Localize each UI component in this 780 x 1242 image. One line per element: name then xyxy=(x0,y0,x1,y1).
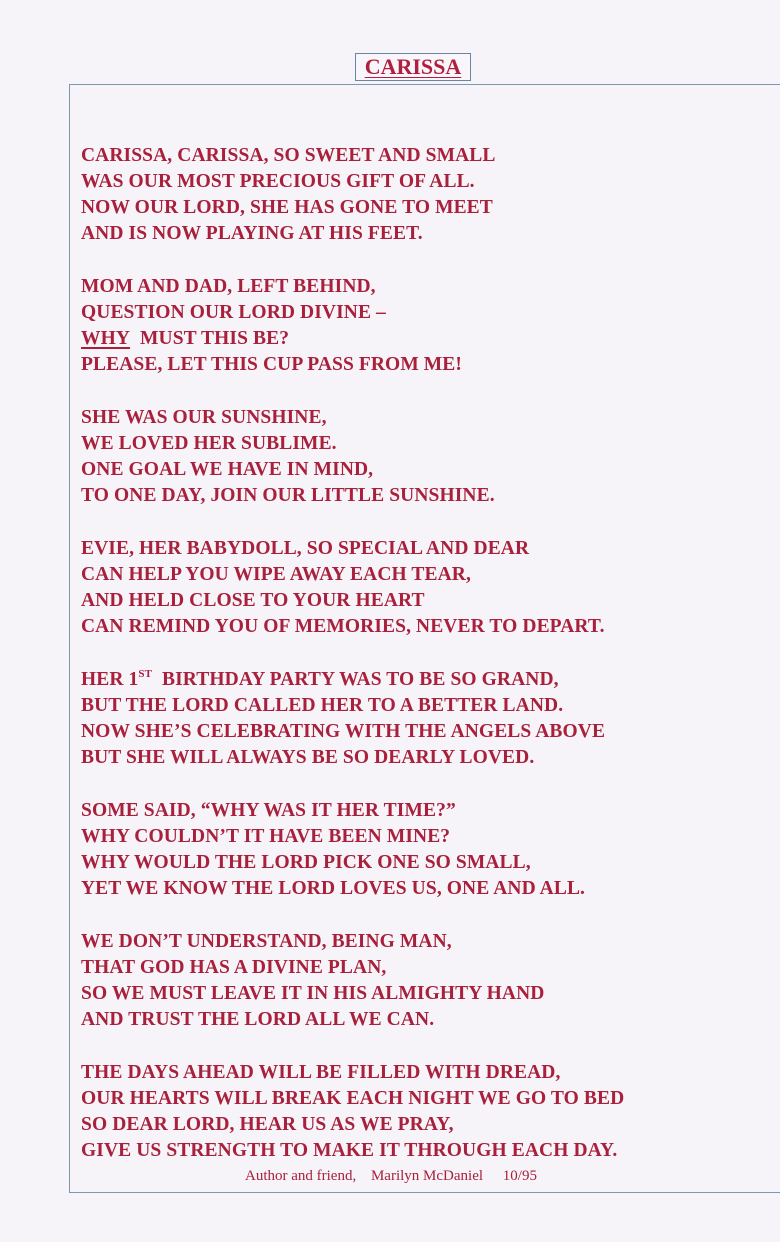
poem-line: AND TRUST THE LORD ALL WE CAN. xyxy=(81,1009,435,1030)
poem-line xyxy=(81,326,761,352)
poem-line xyxy=(81,667,761,693)
poem-line: AND HELD CLOSE TO YOUR HEART xyxy=(81,590,425,611)
poem-line: YET WE KNOW THE LORD LOVES US, ONE AND ALL. xyxy=(81,878,586,899)
poem-line: TO ONE DAY, JOIN OUR LITTLE SUNSHINE. xyxy=(81,485,495,506)
poem-line: WAS OUR MOST PRECIOUS GIFT OF ALL. xyxy=(81,171,475,192)
stanza-1 xyxy=(81,143,761,247)
credit-label: Author and friend, xyxy=(245,1168,357,1184)
poem-line: SO DEAR LORD, HEAR US AS WE PRAY, xyxy=(81,1114,454,1135)
poem-line: WE DON’T UNDERSTAND, BEING MAN, xyxy=(81,931,452,952)
poem-line: CARISSA, CARISSA, SO SWEET AND SMALL xyxy=(81,145,496,166)
poem-line: GIVE US STRENGTH TO MAKE IT THROUGH EACH DAY. xyxy=(81,1140,618,1161)
stanza-6 xyxy=(81,798,761,902)
poem-line: CAN REMIND YOU OF MEMORIES, NEVER TO DEPART. xyxy=(81,616,605,637)
ordinal-suffix: ST xyxy=(138,668,153,680)
title-box xyxy=(355,53,471,81)
poem-title: CARISSA xyxy=(364,54,462,79)
poem-line: WE LOVED HER SUBLIME. xyxy=(81,433,337,454)
poem-line: NOW OUR LORD, SHE HAS GONE TO MEET xyxy=(81,197,493,218)
stanza-2 xyxy=(81,274,761,378)
poem-line: BUT THE LORD CALLED HER TO A BETTER LAND. xyxy=(81,695,564,716)
poem-line: WHY WOULD THE LORD PICK ONE SO SMALL, xyxy=(81,852,531,873)
poem-line: OUR HEARTS WILL BREAK EACH NIGHT WE GO TO BED xyxy=(81,1088,625,1109)
poem-line: BUT SHE WILL ALWAYS BE SO DEARLY LOVED. xyxy=(81,747,535,768)
poem-body xyxy=(81,143,761,1191)
stanza-3 xyxy=(81,405,761,509)
poem-line: CAN HELP YOU WIPE AWAY EACH TEAR, xyxy=(81,564,471,585)
stanza-8 xyxy=(81,1060,761,1164)
poem-line: WHY COULDN’T IT HAVE BEEN MINE? xyxy=(81,826,451,847)
poem-line: THAT GOD HAS A DIVINE PLAN, xyxy=(81,957,387,978)
poem-line: SOME SAID, “WHY WAS IT HER TIME?” xyxy=(81,800,456,821)
poem-line: QUESTION OUR LORD DIVINE – xyxy=(81,302,386,323)
poem-line: THE DAYS AHEAD WILL BE FILLED WITH DREAD, xyxy=(81,1062,561,1083)
poem-line: NOW SHE’S CELEBRATING WITH THE ANGELS ABOVE xyxy=(81,721,606,742)
poem-line-prefix: HER 1 xyxy=(81,669,139,690)
poem-line: SHE WAS OUR SUNSHINE, xyxy=(81,407,327,428)
author-credit xyxy=(245,1168,537,1185)
stanza-7 xyxy=(81,929,761,1033)
poem-line: EVIE, HER BABYDOLL, SO SPECIAL AND DEAR xyxy=(81,538,530,559)
stanza-5 xyxy=(81,667,761,771)
poem-line: ONE GOAL WE HAVE IN MIND, xyxy=(81,459,374,480)
poem-line: SO WE MUST LEAVE IT IN HIS ALMIGHTY HAND xyxy=(81,983,545,1004)
poem-line-rest: BIRTHDAY PARTY WAS TO BE SO GRAND, xyxy=(162,669,559,690)
poem-line-rest: MUST THIS BE? xyxy=(140,328,290,349)
poem-date: 10/95 xyxy=(502,1168,537,1184)
author-name: Marilyn McDaniel xyxy=(370,1168,484,1184)
stanza-4 xyxy=(81,536,761,640)
poem-line: MOM AND DAD, LEFT BEHIND, xyxy=(81,276,376,297)
poem-line: PLEASE, LET THIS CUP PASS FROM ME! xyxy=(81,354,463,375)
underlined-word: WHY xyxy=(81,328,131,349)
poem-line: AND IS NOW PLAYING AT HIS FEET. xyxy=(81,223,423,244)
